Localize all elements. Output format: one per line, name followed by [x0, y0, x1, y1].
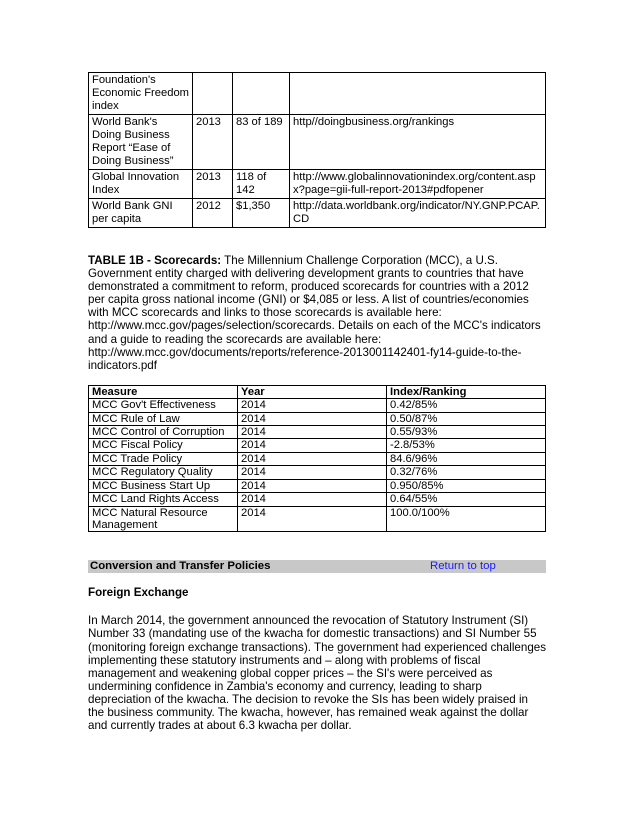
table-cell: 100.0/100%: [387, 506, 546, 532]
table-cell: 0.42/85%: [387, 399, 546, 412]
table-cell: $1,350: [233, 199, 290, 228]
table-cell: 0.950/85%: [387, 479, 546, 492]
table-row: [89, 466, 546, 479]
table-cell: [290, 73, 546, 115]
table-row: [89, 506, 546, 532]
table-cell: 2014: [238, 506, 387, 532]
section-header: [88, 560, 546, 573]
column-header-measure: Measure: [89, 385, 238, 398]
table-cell: World Bank's Doing Business Report “Ease of Doing Business”: [89, 115, 193, 170]
document-page: [88, 72, 546, 732]
table-cell: -2.8/53%: [387, 439, 546, 452]
table-row: [89, 170, 546, 199]
table-cell: 2014: [238, 412, 387, 425]
table-cell: Foundation's Economic Freedom index: [89, 73, 193, 115]
table-link-cell: http://data.worldbank.org/indicator/NY.GNP.PCAP.CD: [290, 199, 546, 228]
table-row: [89, 412, 546, 425]
return-to-top-link[interactable]: Return to top: [430, 560, 496, 573]
table-row: [89, 426, 546, 439]
table-cell: MCC Fiscal Policy: [89, 439, 238, 452]
foreign-exchange-paragraph: In March 2014, the government announced the revocation of Statutory Instrument (SI) Number 33 (mandating use of the kwacha for domestic transactions) and SI Number 55 (monitoring foreign exchange transactions). The government had experienced challenges implementing these statutory instruments and – along with problems of fiscal management and weakening global copper prices – the SI's were perceived as undermining confidence in Zambia's economy and currency, leading to sharp depreciation of the kwacha. The decision to revoke the SIs has been widely praised in the business community. The kwacha, however, has remained weak against the dollar and currently trades at about 6.3 kwacha per dollar.: [88, 614, 547, 733]
table-cell: Global Innovation Index: [89, 170, 193, 199]
table-link-cell: http://www.globalinnovationindex.org/content.aspx?page=gii-full-report-2013#pdfopener: [290, 170, 546, 199]
table-cell: 84.6/96%: [387, 452, 546, 465]
table-row: [89, 199, 546, 228]
table-cell: 2014: [238, 466, 387, 479]
table-cell: MCC Business Start Up: [89, 479, 238, 492]
table-row: [89, 73, 546, 115]
table-row: [89, 439, 546, 452]
table-cell: 2014: [238, 493, 387, 506]
table-cell: 0.55/93%: [387, 426, 546, 439]
table-cell: 118 of 142: [233, 170, 290, 199]
table-cell: MCC Rule of Law: [89, 412, 238, 425]
table-cell: MCC Natural Resource Management: [89, 506, 238, 532]
table-row: [89, 479, 546, 492]
table-cell: 2013: [193, 115, 233, 170]
table-cell: 2012: [193, 199, 233, 228]
table-cell: 0.50/87%: [387, 412, 546, 425]
indicators-table: [88, 72, 546, 228]
column-header-index: Index/Ranking: [387, 385, 546, 398]
table-header-row: [89, 385, 546, 398]
table-row: [89, 399, 546, 412]
table-cell: 0.64/55%: [387, 493, 546, 506]
section-title: Conversion and Transfer Policies: [90, 560, 271, 573]
scorecards-label: TABLE 1B - Scorecards:: [88, 254, 222, 267]
foreign-exchange-heading: Foreign Exchange: [88, 586, 189, 600]
table-cell: 0.32/76%: [387, 466, 546, 479]
table-cell: World Bank GNI per capita: [89, 199, 193, 228]
scorecards-text: The Millennium Challenge Corporation (MCC), a U.S. Government entity charged with delivering development grants to countries that have demonstrated a commitment to reform, produced scorecards for countries with a 2012 per capita gross national income (GNI) or $4,085 or less. A list of countries/economies with MCC scorecards and links to those scorecards is available here: http://www.mcc.gov/pages/selection/scorecards. Details on each of the MCC's indicators and a guide to reading the scorecards are available here: http://www.mcc.gov/documents/reports/reference-2013001142401-fy14-guide-to-the-indicators.pdf: [88, 254, 541, 372]
table-row: [89, 452, 546, 465]
table-cell: 2014: [238, 426, 387, 439]
column-header-year: Year: [238, 385, 387, 398]
table-cell: MCC Control of Corruption: [89, 426, 238, 439]
table-cell: 2014: [238, 452, 387, 465]
table-link-cell: http//doingbusiness.org/rankings: [290, 115, 546, 170]
table-cell: 2014: [238, 439, 387, 452]
table-cell: 2014: [238, 479, 387, 492]
table-cell: [193, 73, 233, 115]
table-cell: 2014: [238, 399, 387, 412]
table-row: [89, 115, 546, 170]
mcc-scorecard-table: [88, 385, 546, 532]
table-cell: MCC Land Rights Access: [89, 493, 238, 506]
scorecards-intro: [88, 254, 546, 372]
table-cell: [233, 73, 290, 115]
table-cell: 2013: [193, 170, 233, 199]
table-cell: MCC Trade Policy: [89, 452, 238, 465]
table-cell: 83 of 189: [233, 115, 290, 170]
table-cell: MCC Gov't Effectiveness: [89, 399, 238, 412]
table-row: [89, 493, 546, 506]
table-cell: MCC Regulatory Quality: [89, 466, 238, 479]
